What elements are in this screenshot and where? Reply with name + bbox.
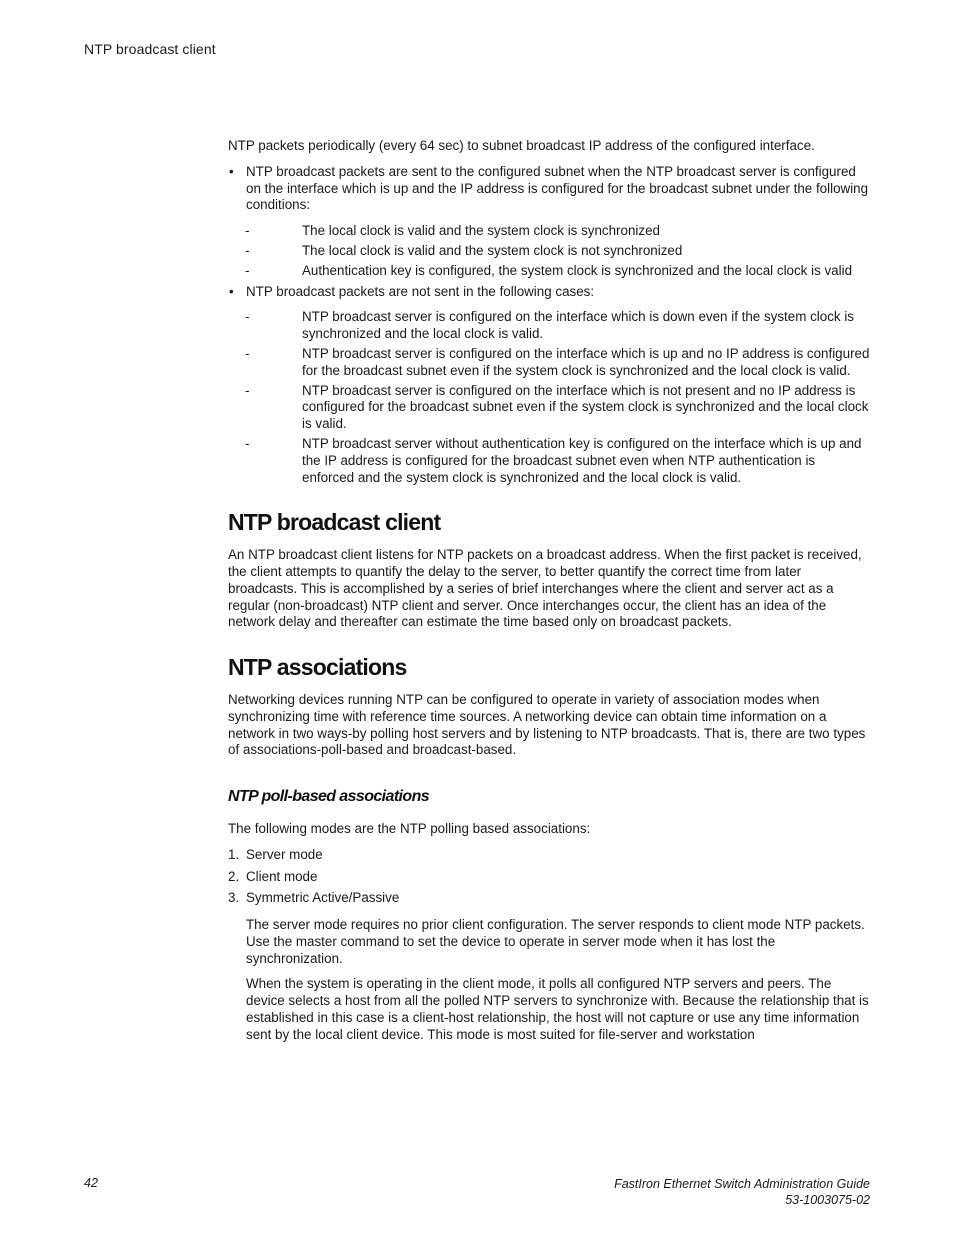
modes-intro: The following modes are the NTP polling based associations: [228, 820, 591, 836]
dash-mark: - [245, 309, 250, 325]
sub-item-text: NTP broadcast server is configured on the interface which is down even if the system clock is synchronized and the local clock is valid. [302, 309, 854, 342]
numbered-item [228, 869, 870, 886]
bullet-text: NTP broadcast packets are not sent in the following cases: [246, 283, 595, 299]
sub-item [228, 309, 870, 343]
section-heading-associations: NTP associations [228, 654, 407, 681]
sub-item [228, 436, 870, 486]
client-mode-paragraph: When the system is operating in the client mode, it polls all configured NTP servers and peers. The device selects a host from all the polled NTP servers to synchronize with. Because the relationship that is established in this case is a client-host relationship, the host will not capture or use any time information sent by the local client device. This mode is most suited for file-server and workstation [246, 976, 869, 1042]
numbered-item [228, 847, 870, 864]
doc-number: 53-1003075-02 [785, 1193, 870, 1207]
sub-item-text: Authentication key is configured, the system clock is synchronized and the local clock is valid [302, 262, 853, 278]
item-number: 2. [228, 868, 240, 884]
bullet-item [228, 284, 870, 301]
dash-mark: - [245, 223, 250, 239]
sub-item [228, 346, 870, 380]
section-heading-broadcast-client: NTP broadcast client [228, 509, 441, 536]
dash-mark: - [245, 435, 250, 451]
sub-item [228, 263, 870, 280]
intro-paragraph: NTP packets periodically (every 64 sec) to subnet broadcast IP address of the configured interface. [228, 138, 815, 153]
sub-item-text: The local clock is valid and the system clock is synchronized [302, 223, 660, 239]
bullet-text: NTP broadcast packets are sent to the configured subnet when the NTP broadcast server is configured on the interface which is up and the IP address is configured for the broadcast subnet under the following conditions: [246, 163, 869, 213]
dash-mark: - [245, 262, 250, 278]
item-label: Server mode [246, 846, 323, 862]
sub-list [228, 223, 870, 279]
sub-item [228, 223, 870, 240]
numbered-item [228, 890, 870, 907]
dash-mark: - [245, 242, 250, 258]
sub-item [228, 243, 870, 260]
item-label: Client mode [246, 868, 318, 884]
server-mode-paragraph: The server mode requires no prior client configuration. The server responds to client mode NTP packets. Use the master command to set the device to operate in server mode when it has lost the synchronization. [246, 917, 865, 966]
dash-mark: - [245, 382, 250, 398]
sub-item-text: NTP broadcast server is configured on the interface which is up and no IP address is configured for the broadcast subnet even if the system clock is synchronized and the local clock is valid. [302, 345, 870, 378]
sub-item [228, 383, 870, 433]
page-number: 42 [84, 1176, 98, 1190]
associations-paragraph: Networking devices running NTP can be configured to operate in variety of association modes when synchronizing time with reference time sources. A networking device can obtain time information on a network in two ways-by polling host servers and by listening to NTP broadcasts. That is, there are two types of associations-poll-based and broadcast-based. [228, 691, 866, 758]
dash-mark: - [245, 345, 250, 361]
item-label: Symmetric Active/Passive [246, 890, 400, 906]
page-content [228, 138, 870, 1044]
item-number: 3. [228, 890, 240, 906]
sub-item-text: NTP broadcast server is configured on the interface which is not present and no IP address is configured for the broadcast subnet even if the system clock is synchronized and the local clock is valid. [302, 382, 869, 432]
footer-doc-info [614, 1176, 870, 1208]
sub-item-text: NTP broadcast server without authentication key is configured on the interface which is up and the IP address is configured for the broadcast subnet even when NTP authentication is enforced and the system clock is synchronized and the local clock is valid. [302, 435, 862, 485]
broadcast-client-paragraph: An NTP broadcast client listens for NTP packets on a broadcast address. When the first packet is received, the client attempts to quantify the delay to the server, to better quantify the correct time from later broadcasts. This is accomplished by a series of brief interchanges where the client and server act as a regular (non-broadcast) NTP client and server. Once interchanges occur, the client has an idea of the network delay and thereafter can estimate the time based only on broadcast packets. [228, 547, 862, 630]
bullet-mark: • [229, 283, 234, 299]
sub-list [228, 309, 870, 486]
sub-item-text: The local clock is valid and the system clock is not synchronized [302, 242, 683, 258]
running-head: NTP broadcast client [84, 41, 216, 57]
guide-title: FastIron Ethernet Switch Administration Guide [614, 1177, 870, 1191]
bullet-mark: • [229, 163, 234, 179]
subsection-heading-poll-based: NTP poll-based associations [228, 788, 430, 806]
bullet-item [228, 164, 870, 214]
item-number: 1. [228, 846, 240, 862]
